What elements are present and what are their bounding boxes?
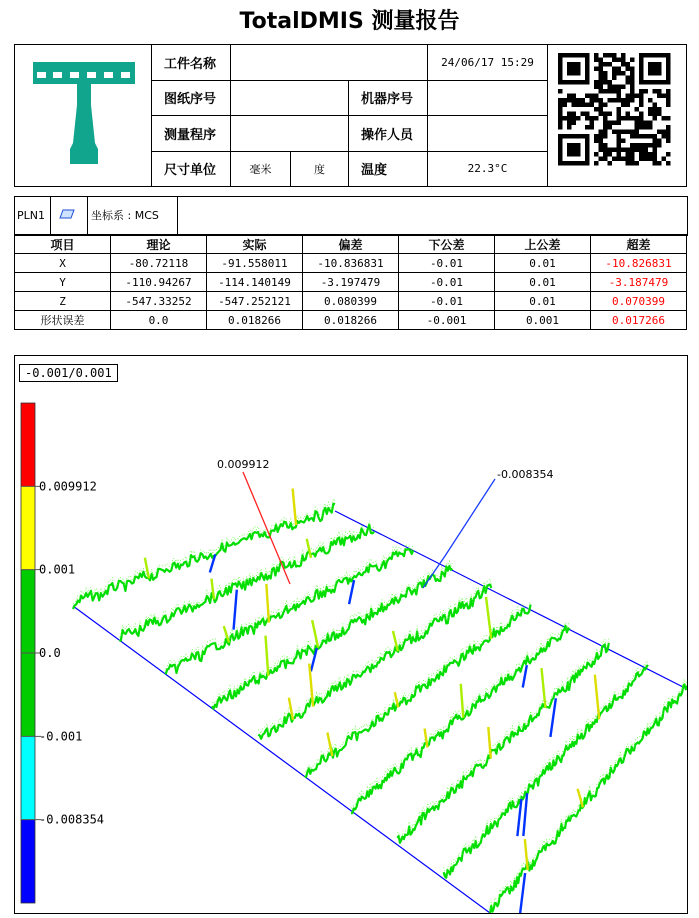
- cell-nominal: 0.0: [111, 311, 207, 330]
- deviation-spike: [486, 597, 491, 639]
- cell-item: X: [15, 254, 111, 273]
- legend-tick-label: 0.0: [39, 646, 61, 660]
- cell-out-of-tol: 0.070399: [591, 292, 687, 311]
- col-item: 项目: [15, 235, 111, 254]
- cell-actual: 0.018266: [207, 311, 303, 330]
- max-deviation-leader: [243, 472, 290, 584]
- cell-nominal: -80.72118: [111, 254, 207, 273]
- table-row: [15, 273, 687, 292]
- plane-icon: [59, 197, 75, 235]
- cell-deviation: -10.836831: [303, 254, 399, 273]
- deviation-spike: [395, 692, 398, 707]
- cell-actual: -114.140149: [207, 273, 303, 292]
- report-header-table: [14, 44, 687, 187]
- drawing-no-value: [231, 80, 349, 116]
- deviation-spike: [266, 584, 269, 623]
- cell-out-of-tol: -10.826831: [591, 254, 687, 273]
- program-label: 测量程序: [152, 116, 231, 152]
- unit-label: 尺寸单位: [152, 151, 231, 187]
- deviation-spike: [349, 580, 354, 604]
- legend-color-band: [21, 486, 35, 569]
- legend-tick-label: -0.001: [39, 729, 83, 744]
- unit-angle: 度: [291, 151, 349, 187]
- legend-color-band: [21, 403, 35, 486]
- cell-deviation: -3.197479: [303, 273, 399, 292]
- temp-value: 22.3°C: [428, 151, 548, 187]
- machine-no-label: 机器序号: [349, 80, 428, 116]
- deviation-spike: [520, 873, 525, 913]
- cell-nominal: -110.94267: [111, 273, 207, 292]
- cell-actual: -91.558011: [207, 254, 303, 273]
- results-header-row: [15, 235, 687, 254]
- col-lower-tol: 下公差: [399, 235, 495, 254]
- results-table: [14, 234, 687, 330]
- col-actual: 实际: [207, 235, 303, 254]
- deviation-spike: [461, 684, 464, 718]
- cell-out-of-tol: 0.017266: [591, 311, 687, 330]
- report-title: TotalDMIS 测量报告: [239, 9, 460, 34]
- cell-lower-tol: -0.01: [399, 254, 495, 273]
- deviation-spike: [234, 590, 237, 630]
- col-out-of-tol: 超差: [591, 235, 687, 254]
- feature-name: PLN1: [17, 209, 45, 222]
- cell-upper-tol: 0.01: [495, 292, 591, 311]
- cell-item: Y: [15, 273, 111, 292]
- drawing-no-label: 图纸序号: [152, 80, 231, 116]
- form-error-plot: [14, 355, 688, 914]
- legend-tick-label: 0.009912: [39, 479, 97, 494]
- scan-line: [166, 549, 414, 674]
- cell-item: Z: [15, 292, 111, 311]
- deviation-spike: [293, 488, 296, 525]
- cell-out-of-tol: -3.187479: [591, 273, 687, 292]
- legend-color-band: [21, 820, 35, 903]
- deviation-spike: [523, 665, 527, 687]
- scan-line: [490, 684, 687, 913]
- cell-lower-tol: -0.001: [399, 311, 495, 330]
- table-row: [15, 292, 687, 311]
- table-row: [15, 311, 687, 330]
- col-deviation: 偏差: [303, 235, 399, 254]
- legend-tick-label: -0.008354: [39, 812, 105, 827]
- deviation-map: [15, 356, 687, 913]
- legend-color-band: [21, 653, 35, 736]
- deviation-spike: [595, 675, 599, 720]
- min-deviation-label: -0.008354: [497, 468, 554, 481]
- table-row: [15, 254, 687, 273]
- company-logo: [15, 45, 152, 187]
- scale-label: -0.001/0.001: [19, 364, 118, 382]
- legend-tick-label: 0.001: [39, 562, 76, 577]
- program-value: [231, 116, 349, 152]
- deviation-spike: [541, 668, 545, 708]
- deviation-spike: [312, 620, 318, 647]
- deviation-spike: [488, 727, 490, 758]
- machine-no-value: [428, 80, 548, 116]
- legend-color-band: [21, 570, 35, 653]
- deviation-spike: [523, 793, 527, 836]
- cell-deviation: 0.080399: [303, 292, 399, 311]
- min-deviation-leader: [423, 479, 495, 588]
- part-name-label: 工件名称: [152, 45, 231, 81]
- qr-code: [548, 45, 687, 187]
- cell-lower-tol: -0.01: [399, 273, 495, 292]
- max-deviation-label: 0.009912: [217, 458, 270, 471]
- legend-color-band: [21, 736, 35, 819]
- col-nominal: 理论: [111, 235, 207, 254]
- unit-length: 毫米: [231, 151, 291, 187]
- qr-code-icon: [548, 45, 687, 182]
- operator-value: [428, 116, 548, 152]
- cell-item: 形状误差: [15, 311, 111, 330]
- cell-upper-tol: 0.01: [495, 254, 591, 273]
- cell-deviation: 0.018266: [303, 311, 399, 330]
- cell-nominal: -547.33252: [111, 292, 207, 311]
- cell-lower-tol: -0.01: [399, 292, 495, 311]
- operator-label: 操作人员: [349, 116, 428, 152]
- temp-label: 温度: [349, 151, 428, 187]
- coord-system: 坐标系 : MCS: [91, 209, 159, 222]
- feature-info-bar: [14, 196, 688, 236]
- report-datetime: 24/06/17 15:29: [428, 45, 548, 81]
- cell-actual: -547.252121: [207, 292, 303, 311]
- cell-upper-tol: 0.001: [495, 311, 591, 330]
- deviation-spike: [525, 839, 528, 870]
- t-logo-icon: [15, 45, 152, 182]
- cell-upper-tol: 0.01: [495, 273, 591, 292]
- part-name-value: [231, 45, 428, 81]
- col-upper-tol: 上公差: [495, 235, 591, 254]
- deviation-spike: [266, 636, 269, 676]
